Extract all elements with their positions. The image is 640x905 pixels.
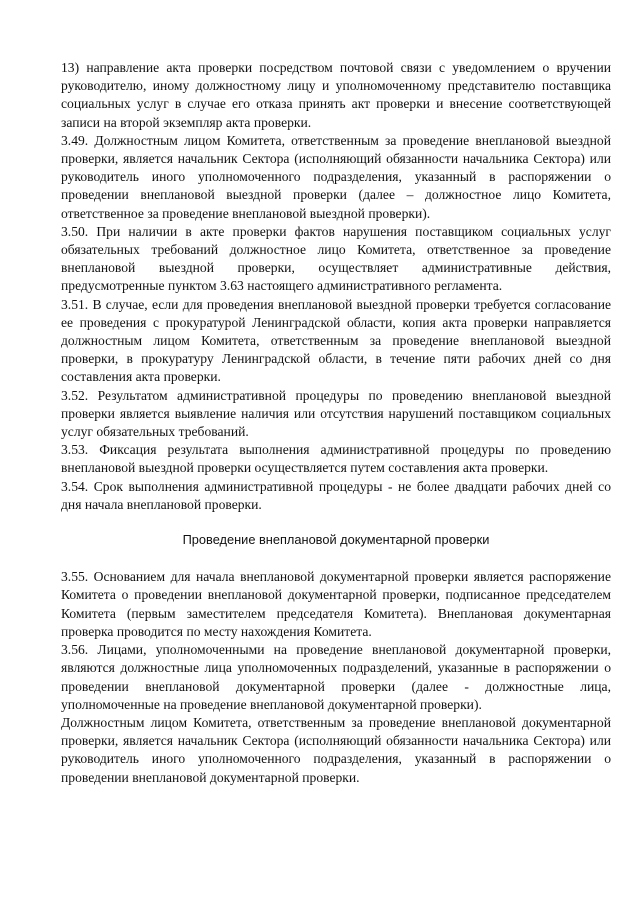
paragraph-3-50: 3.50. При наличии в акте проверки фактов нарушения поставщиком социальных услуг обязательных требований должностное лицо Комитета, ответственное за проведение внеплановой выездной проверки, осуществляет административные действия, предусмотренные пунктом 3.63 настоящего административного регламента. — [61, 223, 611, 294]
paragraph-3-53: 3.53. Фиксация результата выполнения административной процедуры по проведению внеплановой выездной проверки осуществляется путем составления акта проверки. — [61, 442, 611, 476]
paragraph-item-13: 13) направление акта проверки посредством почтовой связи с уведомлением о вручении руководителю, иному должностному лицу и уполномоченному представителю поставщика социальных услуг в случае его отказа принять акт проверки и внесение соответствующей записи на второй экземпляр акта проверки. — [61, 60, 611, 130]
paragraph-3-51: 3.51. В случае, если для проведения внеплановой выездной проверки требуется согласование ее проведения с прокуратурой Ленинградской области, копия акта проверки направляется должностным лицом Комитета, ответственным за проведение внеплановой выездной проверки, в прокуратуру Ленинградской области, в течение пяти рабочих дней со дня составления акта проверки. — [61, 296, 611, 385]
section-heading: Проведение внеплановой документарной проверки — [182, 532, 490, 548]
paragraph-3-56: 3.56. Лицами, уполномоченными на проведение внеплановой документарной проверки, являются должностные лица уполномоченных подразделений, указанные в распоряжении о проведении внеплановой документарной проверки (далее - должностные лица, уполномоченные на проведение внеплановой документарной проверки). — [61, 642, 611, 712]
paragraph-3-55: 3.55. Основанием для начала внеплановой документарной проверки является распоряжение Комитета о проведении внеплановой документарной проверки, подписанное председателем Комитета (первым заместителем председателя Комитета). Внеплановая документарная проверка проводится по месту нахождения Комитета. — [61, 569, 611, 639]
paragraph-3-52: 3.52. Результатом административной процедуры по проведению внеплановой выездной проверки является выявление наличия или отсутствия нарушений поставщиком социальных услуг обязательных требований. — [61, 387, 611, 440]
paragraph-3-54: 3.54. Срок выполнения административной процедуры - не более двадцати рабочих дней со дня начала внеплановой проверки. — [61, 478, 611, 512]
paragraph-3-49: 3.49. Должностным лицом Комитета, ответственным за проведение внеплановой выездной проверки, является начальник Сектора (исполняющий обязанности начальника Сектора) или руководитель иного уполномоченного подразделения, указанный в распоряжении о проведении внеплановой выездной проверки (далее – должностное лицо Комитета, ответственное за проведение внеплановой выездной проверки). — [61, 132, 611, 221]
paragraph-responsible-official: Должностным лицом Комитета, ответственным за проведение внеплановой документарной проверки, является начальник Сектора (исполняющий обязанности начальника Сектора) или руководитель иного уполномоченного подразделения, указанный в распоряжении о проведении внеплановой документарной проверки. — [61, 714, 611, 785]
